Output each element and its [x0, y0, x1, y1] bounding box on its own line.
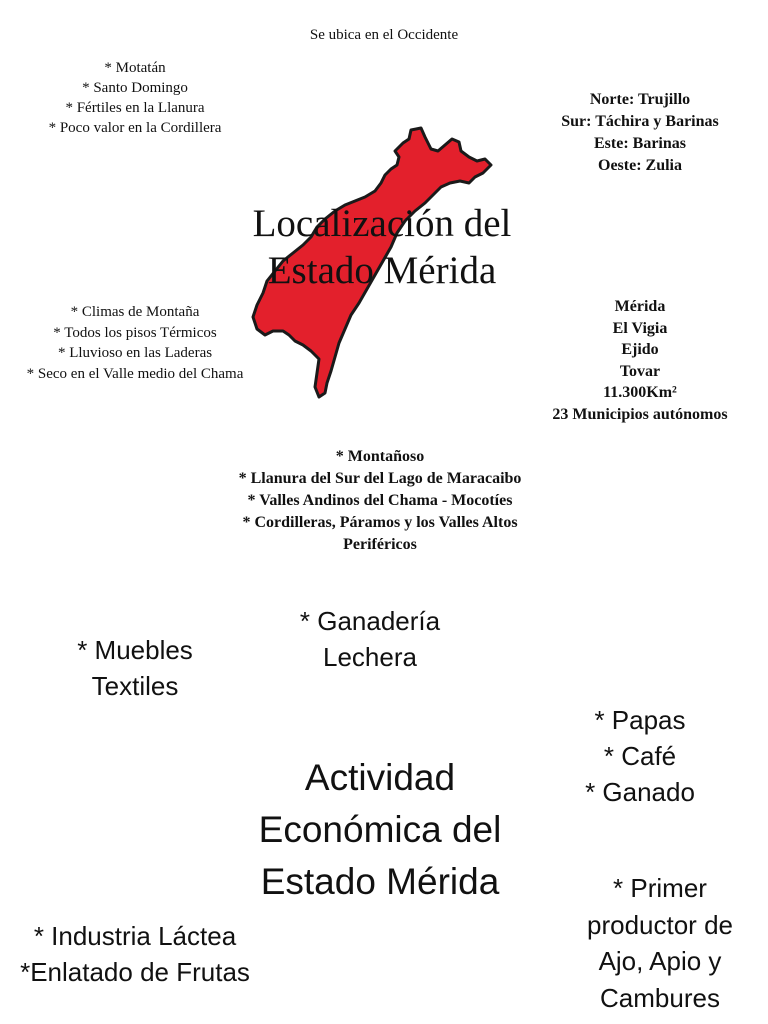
relief-item: * Cordilleras, Páramos y los Valles Altos Periféricos: [242, 514, 518, 553]
agriculture-zone-item: * Poco valor en la Cordillera: [48, 120, 222, 136]
relief-item: * Llanura del Sur del Lago de Maracaibo: [238, 470, 522, 487]
borders-list: [535, 89, 745, 177]
crop-item: * Ganado: [585, 777, 695, 807]
climate-item: * Climas de Montaña: [70, 304, 200, 320]
economy-title-line1: Actividad: [304, 757, 456, 798]
furniture-line: Textiles: [91, 671, 179, 701]
climate-item: * Lluvioso en las Laderas: [57, 345, 213, 361]
cities-list: [520, 296, 760, 425]
furniture-block: [40, 632, 230, 704]
region-note-text: Se ubica en el Occidente: [309, 27, 459, 43]
producer-line: Ajo, Apio y: [598, 946, 722, 976]
industry-line: * Industria Láctea: [33, 921, 237, 951]
industry-block: [0, 918, 270, 990]
dairy-cattle-block: [280, 603, 460, 675]
agriculture-zone-item: * Fértiles en la Llanura: [65, 100, 205, 116]
climate-list: [22, 302, 248, 384]
producer-line: * Primer: [613, 873, 707, 903]
relief-item: * Montañoso: [335, 448, 425, 465]
economy-title: [220, 752, 540, 908]
city-item: Mérida: [614, 298, 666, 315]
relief-list: [205, 446, 555, 556]
border-item: Sur: Táchira y Barinas: [561, 113, 719, 130]
economy-title-line3: Estado Mérida: [260, 861, 500, 902]
city-item: El Vigia: [612, 319, 668, 337]
area-value: 11.300Km²: [603, 384, 677, 401]
relief-item: * Valles Andinos del Chama - Mocotíes: [247, 492, 513, 509]
producer-block: [560, 870, 760, 1016]
economy-title-line2: Económica del: [258, 809, 502, 850]
agriculture-zone-item: * Motatán: [104, 60, 166, 76]
climate-item: * Todos los pisos Térmicos: [53, 324, 217, 341]
dairy-cattle-line: * Ganadería: [299, 606, 441, 636]
border-item: Oeste: Zulia: [598, 157, 682, 174]
region-note: [184, 26, 584, 44]
producer-line: Cambures: [600, 982, 720, 1013]
crop-item: * Café: [603, 741, 677, 771]
border-item: Este: Barinas: [594, 135, 686, 152]
agriculture-zone-item: * Santo Domingo: [82, 80, 188, 96]
dairy-cattle-line: Lechera: [323, 642, 417, 672]
location-title-line1: Localización del: [252, 202, 512, 245]
city-item: Ejido: [621, 341, 659, 358]
border-item: Norte: Trujillo: [589, 91, 691, 108]
location-title: [180, 200, 584, 294]
crop-item: * Papas: [594, 705, 686, 735]
producer-line: productor de: [587, 909, 733, 940]
crops-block: [555, 702, 725, 810]
industry-line: *Enlatado de Frutas: [20, 957, 250, 987]
climate-item: * Seco en el Valle medio del Chama: [26, 365, 244, 382]
agriculture-zones-list: [20, 58, 250, 138]
city-item: Tovar: [619, 362, 661, 380]
furniture-line: * Muebles: [77, 635, 193, 665]
municipalities-count: 23 Municipios autónomos: [552, 405, 728, 423]
location-title-line2: Estado Mérida: [267, 249, 497, 292]
